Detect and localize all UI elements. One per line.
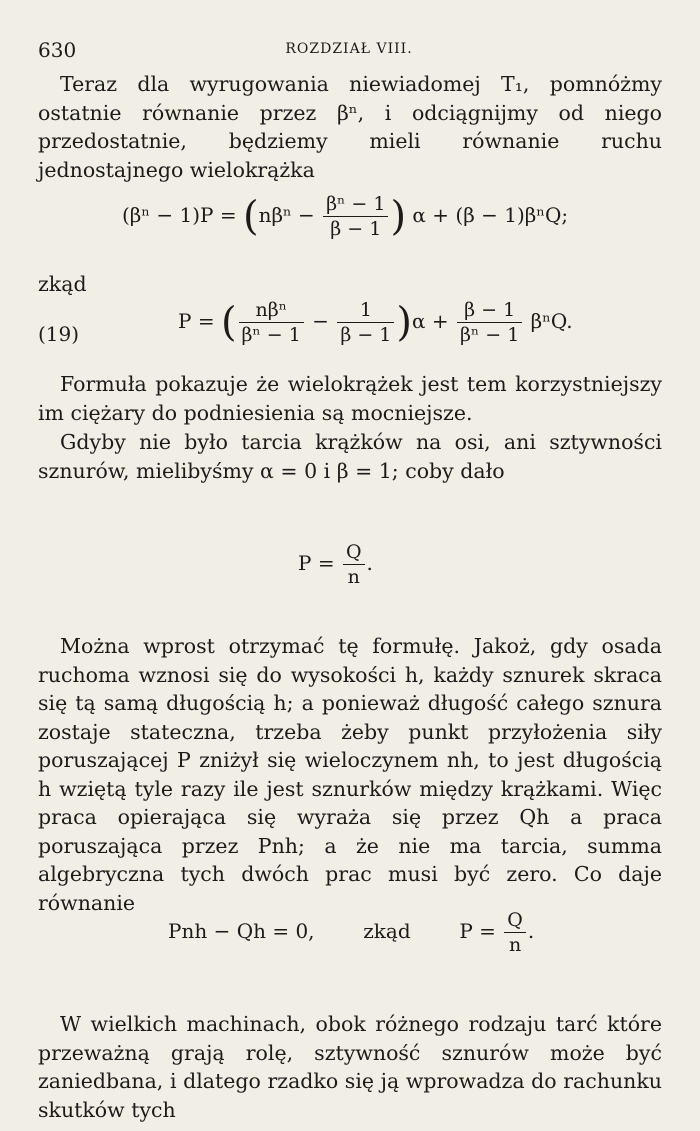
zkad-text: zkąd bbox=[38, 272, 87, 296]
eq19-f1-denominator: βⁿ − 1 bbox=[241, 324, 301, 346]
running-head: ROZDZIAŁ VIII. bbox=[285, 41, 413, 57]
eq-work-fraction bbox=[504, 908, 526, 957]
eq19-f3-numerator: β − 1 bbox=[457, 298, 522, 323]
paragraph-text: Teraz dla wyrugowania niewiadomej T₁, pomnóżmy ostatnie równanie przez βⁿ, i odciągnijmy od niego przedostatnie, będziemy mieli równanie ruchu jednostajnego wielokrążka bbox=[38, 72, 662, 182]
eq1-denominator: β − 1 bbox=[330, 218, 382, 240]
equation-work bbox=[168, 908, 534, 957]
eq19-minus: − bbox=[312, 309, 329, 333]
eq1-lhs: (βⁿ − 1)P = bbox=[122, 203, 237, 227]
paragraph-formula-note bbox=[38, 370, 662, 427]
equation-number: (19) bbox=[38, 322, 80, 346]
eq-work-mid: zkąd bbox=[363, 919, 411, 943]
eq-simple-denominator: n bbox=[347, 566, 360, 588]
eq-work-denominator: n bbox=[508, 934, 522, 956]
eq-simple-fraction bbox=[343, 540, 365, 589]
paragraph-no-friction bbox=[38, 428, 662, 485]
equation-simple bbox=[298, 540, 373, 589]
zkad-line bbox=[38, 270, 662, 299]
equation-19 bbox=[178, 298, 573, 347]
paragraph-text: Gdyby nie było tarcia krążków na osi, ani sztywności sznurów, mielibyśmy α = 0 i β = 1; coby dało bbox=[38, 430, 662, 483]
page-header bbox=[38, 38, 660, 62]
paragraph-text: Formuła pokazuje że wielokrążek jest tem korzystniejszy im ciężary do podniesienia są mocniejsze. bbox=[38, 372, 662, 425]
eq19-f2-numerator: 1 bbox=[337, 298, 394, 323]
eq19-f2-denominator: β − 1 bbox=[340, 324, 392, 346]
paragraph-text: W wielkich machinach, obok różnego rodzaju tarć które przeważną grają rolę, sztywność sznurów może być zaniedbana, i dlatego rzadko się ją wprowadza do rachunku skutków tych bbox=[38, 1012, 662, 1122]
eq-simple-lhs: P = bbox=[298, 551, 335, 575]
eq1-numerator: βⁿ − 1 bbox=[323, 192, 388, 217]
equation-motion bbox=[122, 192, 568, 241]
eq-work-left: Pnh − Qh = 0, bbox=[168, 919, 315, 943]
left-paren: ( bbox=[220, 299, 237, 346]
eq19-tail: βⁿQ. bbox=[530, 309, 573, 333]
eq-simple-tail: . bbox=[366, 551, 373, 575]
right-paren: ) bbox=[390, 193, 407, 240]
eq19-f1-numerator: nβⁿ bbox=[239, 298, 304, 323]
paragraph-text: Można wprost otrzymać tę formułę. Jakoż, gdy osada ruchoma wznosi się do wysokości h, każdy sznurek skraca się tą samą długością h; a ponieważ długość całego sznura zostaje stateczna, trzeba żeby punkt przyłożenia siły poruszającej P zniżył się wieloczynem nh, to jest długością h wziętą tyle razy ile jest sznurków między krążkami. Więc praca opierająca się wyraża się przez Qh a praca poruszająca przez Pnh; a że nie ma tarcia, summa algebryczna tych dwóch prac musi być zero. Co daje równanie bbox=[38, 634, 662, 915]
eq19-fraction-1 bbox=[239, 298, 304, 347]
eq-simple-numerator: Q bbox=[343, 540, 365, 565]
right-paren: ) bbox=[396, 299, 413, 346]
eq1-fraction bbox=[323, 192, 388, 241]
eq19-fraction-3 bbox=[457, 298, 522, 347]
paragraph-intro bbox=[38, 70, 662, 184]
eq19-f3-denominator: βⁿ − 1 bbox=[460, 324, 520, 346]
page-number: 630 bbox=[38, 38, 77, 62]
eq-work-numerator: Q bbox=[504, 908, 526, 933]
left-paren: ( bbox=[242, 193, 259, 240]
eq19-fraction-2 bbox=[337, 298, 394, 347]
paragraph-derivation bbox=[38, 632, 662, 917]
eq-work-lhs: P = bbox=[459, 919, 496, 943]
eq1-inner-left: nβⁿ − bbox=[258, 203, 315, 227]
eq19-alpha-plus: α + bbox=[412, 309, 449, 333]
eq19-lhs: P = bbox=[178, 309, 215, 333]
paragraph-machines bbox=[38, 1010, 662, 1124]
eq1-rhs: α + (β − 1)βⁿQ; bbox=[412, 203, 569, 227]
eq-work-tail: . bbox=[527, 919, 535, 943]
